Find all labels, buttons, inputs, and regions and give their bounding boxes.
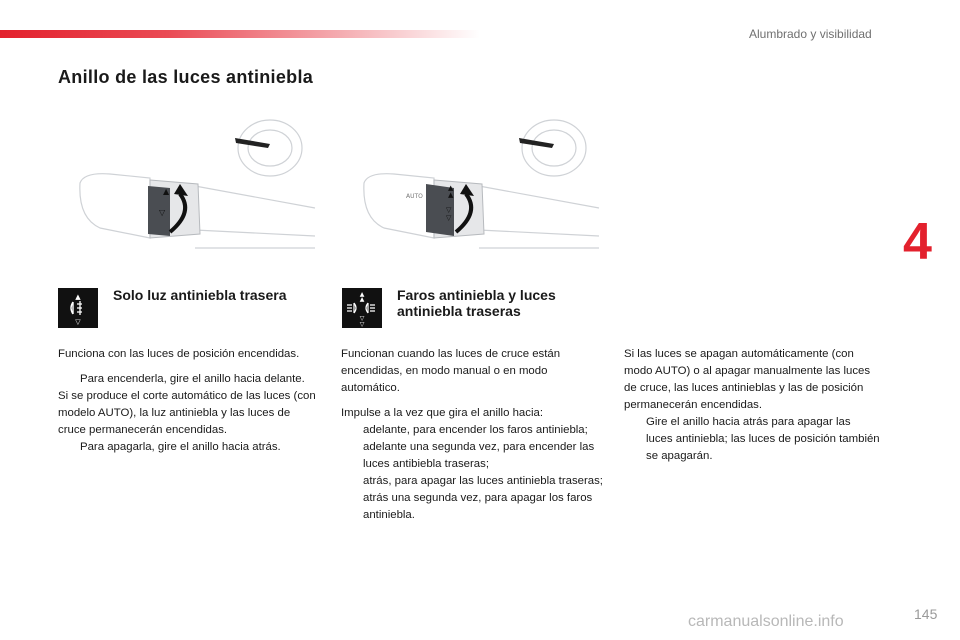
- ring-symbol: ▲: [448, 191, 454, 199]
- list-item: adelante, para encender los faros antiniebla;: [363, 424, 588, 436]
- svg-text:▲: ▲: [359, 291, 365, 298]
- svg-text:▲: ▲: [75, 293, 81, 301]
- svg-text:▽: ▽: [359, 321, 365, 328]
- page-number: 145: [914, 606, 938, 622]
- svg-text:▽: ▽: [75, 318, 81, 326]
- ring-symbol: ▽: [446, 206, 452, 214]
- paragraph: Funciona con las luces de posición encendidas.: [58, 348, 300, 360]
- wiper-stalk-handle: [235, 138, 270, 148]
- column-3-text: [624, 346, 880, 465]
- list-item: Para encenderla, gire el anillo hacia delante.: [80, 373, 305, 385]
- list-item: atrás una segunda vez, para apagar los faros antiniebla.: [363, 492, 593, 521]
- ring-symbol: ▽: [159, 208, 166, 217]
- paragraph: Si se produce el corte automático de las luces (con modelo AUTO), la luz antiniebla y las luces de cruce permanecerán encendidas.: [58, 390, 316, 436]
- heading-front-rear-fog: Faros antiniebla y luces antiniebla traseras: [397, 287, 556, 319]
- page-title: Anillo de las luces antiniebla: [58, 67, 314, 87]
- section-title: Alumbrado y visibilidad: [749, 27, 872, 41]
- list-item: Gire el anillo hacia atrás para apagar las luces antiniebla; las luces de posición también se apagarán.: [646, 416, 880, 462]
- rear-fog-icon-graphic: [58, 288, 98, 328]
- header-accent-bar: [0, 30, 480, 38]
- heading-rear-fog: Solo luz antiniebla trasera: [113, 287, 287, 303]
- auto-label: AUTO: [406, 193, 423, 200]
- paragraph: Impulse a la vez que gira el anillo hacia:: [341, 407, 543, 419]
- rear-fog-icon: [58, 288, 98, 328]
- column-2-text: [341, 346, 603, 524]
- watermark: carmanualsonline.info: [688, 613, 844, 630]
- front-rear-fog-icon: [342, 288, 382, 328]
- svg-text:▲: ▲: [359, 296, 365, 303]
- paragraph: Si las luces se apagan automáticamente (con modo AUTO) o al apagar manualmente las luces de cruce, las luces antinieblas y las de posición permanecerán encendidas.: [624, 348, 871, 411]
- stalk-illustration-front-rear-fog: [354, 108, 604, 250]
- front-rear-fog-icon-graphic: [342, 288, 382, 328]
- list-item: Para apagarla, gire el anillo hacia atrás.: [80, 441, 281, 453]
- list-item: adelante una segunda vez, para encender las luces antibiebla traseras;: [363, 441, 595, 470]
- stalk-illustration-rear-fog: [70, 108, 320, 250]
- svg-text:▽: ▽: [359, 315, 365, 322]
- column-1-text: [58, 346, 316, 456]
- ring-symbol: ▲: [448, 184, 454, 192]
- ring-symbol: ▽: [446, 214, 452, 222]
- chapter-number: 4: [903, 213, 932, 271]
- paragraph: Funcionan cuando las luces de cruce están encendidas, en modo manual o en modo automático.: [341, 348, 561, 394]
- list-item: atrás, para apagar las luces antiniebla traseras;: [363, 475, 603, 487]
- ring-symbol: ▲: [163, 187, 170, 196]
